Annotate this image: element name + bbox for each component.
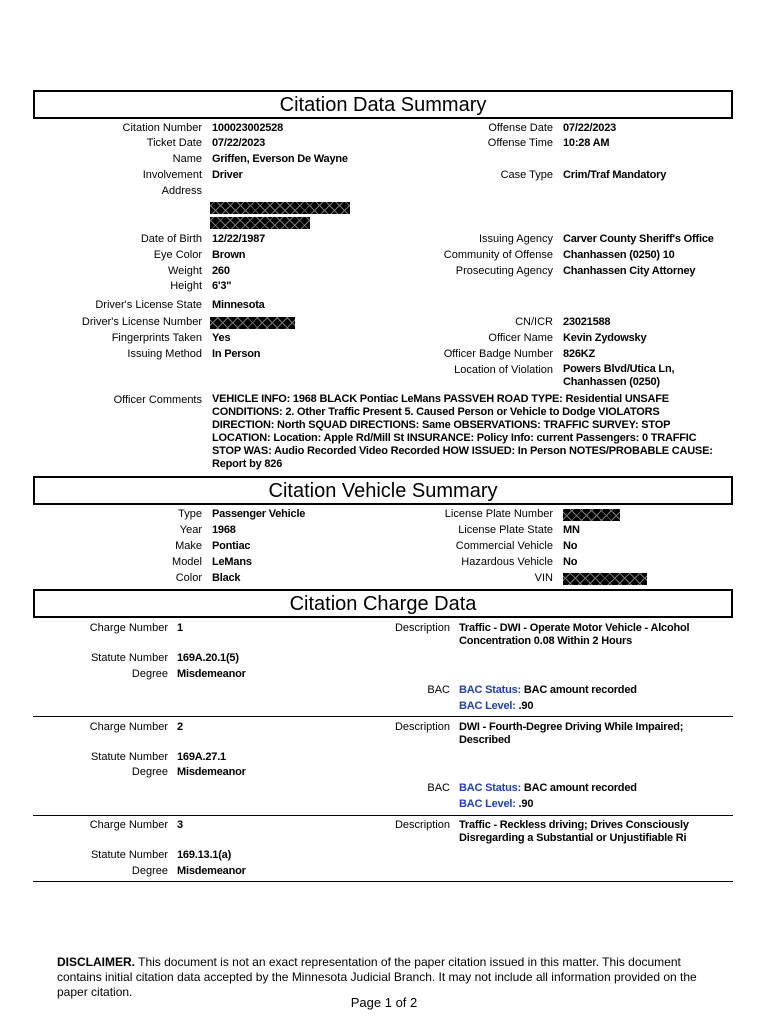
statute-number-label: Statute Number: [90, 652, 168, 664]
bac-level-label: BAC Level:: [459, 798, 516, 810]
degree-label: Degree: [131, 766, 168, 778]
dob-value: 12/22/1987: [212, 233, 266, 245]
bac-status-label: BAC Status:: [459, 782, 521, 794]
vehicle-make-label: Make: [175, 540, 202, 552]
case-type-value: Crim/Traf Mandatory: [563, 169, 667, 181]
address-label: Address: [161, 185, 202, 197]
issuing-agency-value: Carver County Sheriff's Office: [563, 233, 714, 245]
bac-status-line: [459, 781, 637, 795]
bac-status-value: BAC amount recorded: [523, 684, 637, 696]
vehicle-model-label: Model: [172, 556, 202, 568]
cn-icr-value: 23021588: [563, 316, 611, 328]
degree-value: Misdemeanor: [177, 865, 246, 877]
hazardous-vehicle-value: No: [563, 556, 578, 568]
fingerprints-label: Fingerprints Taken: [111, 332, 202, 344]
charge-divider: [33, 815, 733, 816]
issuing-method-label: Issuing Method: [127, 348, 202, 360]
commercial-vehicle-label: Commercial Vehicle: [455, 540, 553, 552]
charge-description-value: DWI - Fourth-Degree Driving While Impaired; Described: [459, 721, 684, 746]
charge-description-label: Description: [394, 721, 450, 733]
officer-comments-label: Officer Comments: [113, 394, 202, 406]
dob-label: Date of Birth: [140, 233, 202, 245]
community-label: Community of Offense: [443, 249, 553, 261]
disclaimer-heading: DISCLAIMER.: [57, 955, 135, 969]
prosecuting-agency-label: Prosecuting Agency: [455, 265, 553, 277]
fingerprints-value: Yes: [212, 332, 231, 344]
charge-divider: [33, 716, 733, 717]
bac-level-value: .90: [518, 700, 534, 712]
citation-data-summary-title: Citation Data Summary: [33, 90, 733, 119]
degree-value: Misdemeanor: [177, 766, 246, 778]
bac-level-line: [459, 699, 533, 713]
plate-state-label: License Plate State: [458, 524, 553, 536]
degree-value: Misdemeanor: [177, 668, 246, 680]
height-label: Height: [170, 280, 202, 292]
issuing-method-value: In Person: [212, 348, 261, 360]
badge-number-value: 826KZ: [563, 348, 596, 360]
bac-label: BAC: [427, 782, 450, 794]
offense-date-value: 07/22/2023: [563, 122, 617, 134]
name-label: Name: [172, 153, 202, 165]
location-label: Location of Violation: [454, 364, 553, 376]
bac-status-value: BAC amount recorded: [523, 782, 637, 794]
vehicle-color-value: Black: [212, 572, 241, 584]
charge-number-value: 2: [177, 721, 183, 733]
vehicle-model-value: LeMans: [212, 556, 252, 568]
citation-number-label: Citation Number: [122, 122, 202, 134]
bac-level-value: .90: [518, 798, 534, 810]
issuing-agency-label: Issuing Agency: [479, 233, 553, 245]
page-number: Page 1 of 2: [350, 995, 418, 1010]
weight-label: Weight: [167, 265, 202, 277]
address-line-2-redaction: [210, 217, 310, 229]
prosecuting-agency-value: Chanhassen City Attorney: [563, 265, 696, 277]
vehicle-type-value: Passenger Vehicle: [212, 508, 306, 520]
vehicle-year-value: 1968: [212, 524, 236, 536]
citation-vehicle-summary-title: Citation Vehicle Summary: [33, 476, 733, 505]
charge-description-value: Traffic - Reckless driving; Drives Consciously Disregarding a Substantial or Unjustifiable Ri: [459, 819, 689, 844]
charge-description-label: Description: [394, 622, 450, 634]
ticket-date-label: Ticket Date: [146, 137, 202, 149]
statute-number-label: Statute Number: [90, 849, 168, 861]
involvement-label: Involvement: [142, 169, 202, 181]
statute-number-value: 169A.27.1: [177, 751, 226, 763]
bac-level-label: BAC Level:: [459, 700, 516, 712]
vehicle-type-label: Type: [178, 508, 202, 520]
vin-label: VIN: [534, 572, 553, 584]
dl-state-label: Driver's License State: [95, 299, 202, 311]
bac-status-label: BAC Status:: [459, 684, 521, 696]
cn-icr-label: CN/ICR: [515, 316, 553, 328]
charge-number-label: Charge Number: [89, 622, 168, 634]
plate-number-label: License Plate Number: [444, 508, 553, 520]
bac-level-line: [459, 797, 533, 811]
plate-state-value: MN: [563, 524, 580, 536]
eye-color-label: Eye Color: [153, 249, 202, 261]
statute-number-label: Statute Number: [90, 751, 168, 763]
statute-number-value: 169A.20.1(5): [177, 652, 239, 664]
location-value: Powers Blvd/Utica Ln, Chanhassen (0250): [563, 363, 675, 388]
charge-number-label: Charge Number: [89, 819, 168, 831]
officer-name-label: Officer Name: [488, 332, 553, 344]
offense-time-value: 10:28 AM: [563, 137, 610, 149]
charge-description-value: Traffic - DWI - Operate Motor Vehicle - Alcohol Concentration 0.08 Within 2 Hours: [459, 622, 690, 647]
vehicle-color-label: Color: [175, 572, 202, 584]
offense-time-label: Offense Time: [487, 137, 553, 149]
statute-number-value: 169.13.1(a): [177, 849, 232, 861]
hazardous-vehicle-label: Hazardous Vehicle: [461, 556, 553, 568]
officer-comments-value: VEHICLE INFO: 1968 BLACK Pontiac LeMans PASSVEH ROAD TYPE: Residential UNSAFE CONDITIONS: 2. Other Traffic Present 5. Caused Person or Vehicle to Dodge VIOLATORS DIRECTION: North SQUAD DIRECTIONS: Same OBSERVATIONS: TRAFFIC SURVEY: STOP LOCATION: Location: Apple Rd/Mill St INSURANCE: Policy Info: current Passengers: 0 TRAFFIC STOP WAS: Audio Recorded Video Recorded HOW ISSUED: In Person NOTES/PROBABLE CAUSE: Report by 826: [212, 393, 713, 470]
eye-color-value: Brown: [212, 249, 246, 261]
charge-number-value: 1: [177, 622, 183, 634]
charge-number-value: 3: [177, 819, 183, 831]
name-value: Griffen, Everson De Wayne: [212, 153, 348, 165]
badge-number-label: Officer Badge Number: [443, 348, 553, 360]
involvement-value: Driver: [212, 169, 243, 181]
vehicle-make-value: Pontiac: [212, 540, 251, 552]
ticket-date-value: 07/22/2023: [212, 137, 266, 149]
citation-number-value: 100023002528: [212, 122, 284, 134]
offense-date-label: Offense Date: [488, 122, 553, 134]
community-value: Chanhassen (0250) 10: [563, 249, 675, 261]
height-value: 6'3": [212, 280, 232, 292]
citation-charge-data-title: Citation Charge Data: [33, 589, 733, 618]
dl-state-value: Minnesota: [212, 299, 265, 311]
bac-status-line: [459, 683, 637, 697]
weight-value: 260: [212, 265, 230, 277]
case-type-label: Case Type: [500, 169, 553, 181]
degree-label: Degree: [131, 668, 168, 680]
commercial-vehicle-value: No: [563, 540, 578, 552]
dl-number-redaction: [210, 317, 295, 329]
bac-label: BAC: [427, 684, 450, 696]
officer-name-value: Kevin Zydowsky: [563, 332, 647, 344]
dl-number-label: Driver's License Number: [81, 316, 202, 328]
charge-description-label: Description: [394, 819, 450, 831]
plate-number-redaction: [563, 509, 620, 521]
disclaimer-text: This document is not an exact representation of the paper citation issued in this matter. This document contains initial citation data accepted by the Minnesota Judicial Branch. It may not include all information provided on the paper citation.: [57, 955, 697, 999]
address-line-1-redaction: [210, 202, 350, 214]
charge-number-label: Charge Number: [89, 721, 168, 733]
vehicle-year-label: Year: [179, 524, 202, 536]
degree-label: Degree: [131, 865, 168, 877]
vin-redaction: [563, 573, 647, 585]
disclaimer: [57, 955, 697, 1000]
charge-divider: [33, 881, 733, 882]
